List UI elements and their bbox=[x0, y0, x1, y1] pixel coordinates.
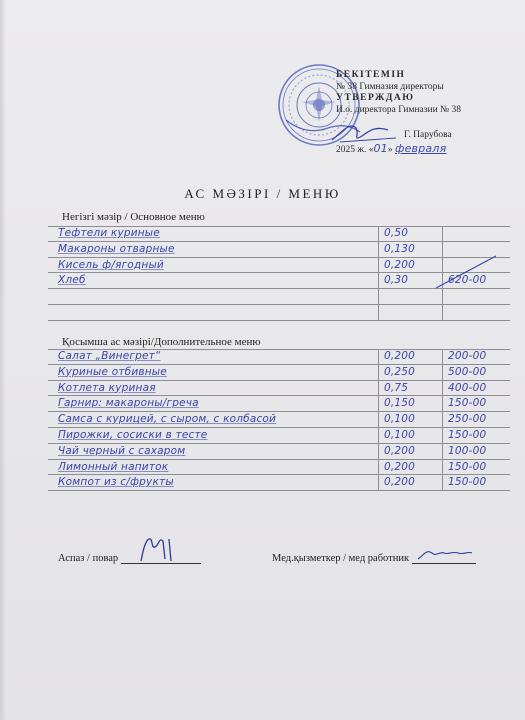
approval-signature-row bbox=[336, 130, 516, 154]
table-column-divider bbox=[378, 226, 379, 321]
approval-block bbox=[336, 70, 516, 154]
weight-cell: 0,200 bbox=[384, 444, 416, 457]
price-cell bbox=[448, 305, 510, 320]
price-cell: 200-00 bbox=[448, 350, 487, 362]
dish-cell bbox=[58, 305, 378, 320]
price-cell: 100-00 bbox=[448, 444, 487, 457]
approval-line-director-ru: И.о. директора Гимназии № 38 bbox=[336, 104, 461, 115]
main-menu-row bbox=[48, 305, 510, 321]
cook-signature-line bbox=[121, 549, 201, 564]
weight-cell: 0,200 bbox=[384, 258, 416, 271]
weight-cell: 0,30 bbox=[384, 274, 409, 287]
price-cell: 250-00 bbox=[448, 413, 487, 426]
price-cross-out-stroke bbox=[432, 254, 504, 290]
date-day: 01 bbox=[373, 142, 388, 155]
price-cell bbox=[448, 226, 510, 241]
weight-cell: 0,100 bbox=[384, 413, 416, 426]
medic-label: Мед.қызметкер / мед работник bbox=[272, 553, 410, 564]
dish-cell: Котлета куриная bbox=[58, 381, 156, 394]
weight-cell bbox=[384, 289, 444, 304]
dish-cell: Салат „Винегрет“ bbox=[58, 350, 161, 362]
extra-menu-label: Қосымша ас мәзірі/Дополнительное меню bbox=[62, 336, 261, 348]
price-cell: 400-00 bbox=[448, 381, 487, 394]
cook-label: Аспаз / повар bbox=[58, 553, 119, 564]
table-column-divider bbox=[442, 349, 443, 491]
dish-cell: Самса с курицей, с сыром, с колбасой bbox=[58, 413, 277, 426]
price-cell: 150-00 bbox=[448, 476, 487, 489]
price-cell bbox=[448, 289, 510, 304]
dish-cell: Кисель ф/ягодный bbox=[58, 258, 164, 271]
approval-line-kz: БЕКІТЕМІН bbox=[336, 70, 406, 80]
dish-cell: Гарнир: макароны/греча bbox=[58, 397, 199, 410]
dish-cell: Лимонный напиток bbox=[58, 460, 169, 473]
medic-signature-block bbox=[272, 549, 476, 564]
dish-cell: Макароны отварные bbox=[58, 242, 175, 255]
page-title: АС МӘЗІРІ / МЕНЮ bbox=[184, 186, 341, 201]
price-cell: 150-00 bbox=[448, 460, 487, 473]
dish-cell bbox=[58, 289, 378, 304]
extra-menu-row bbox=[48, 349, 510, 365]
main-menu-row bbox=[48, 226, 510, 242]
medic-signature-line bbox=[412, 549, 476, 564]
weight-cell: 0,200 bbox=[384, 460, 416, 473]
cook-signature-block bbox=[58, 549, 201, 564]
extra-menu-row bbox=[48, 396, 510, 412]
table-top-border bbox=[48, 226, 510, 227]
extra-menu-row bbox=[48, 428, 510, 444]
extra-menu-row bbox=[48, 444, 510, 460]
main-menu-label: Негізгі мәзір / Основное меню bbox=[62, 211, 205, 223]
extra-menu-row bbox=[48, 475, 510, 491]
approval-date bbox=[336, 142, 446, 157]
table-top-border bbox=[48, 349, 510, 350]
price-cell: 620-00 bbox=[448, 274, 487, 287]
extra-menu-row bbox=[48, 381, 510, 397]
weight-cell: 0,75 bbox=[384, 381, 409, 394]
cook-signature bbox=[135, 533, 185, 565]
weight-cell: 0,200 bbox=[384, 476, 416, 489]
price-cell: 500-00 bbox=[448, 365, 487, 378]
weight-cell: 0,150 bbox=[384, 397, 416, 410]
dish-cell: Хлеб bbox=[58, 274, 86, 287]
weight-cell: 0,130 bbox=[384, 242, 416, 255]
weight-cell: 0,100 bbox=[384, 428, 416, 441]
weight-cell: 0,200 bbox=[384, 350, 416, 362]
price-cell: 150-00 bbox=[448, 428, 487, 441]
approval-line-director-kz: № 38 Гимназия директоры bbox=[336, 81, 444, 92]
extra-menu-row bbox=[48, 412, 510, 428]
extra-menu-row bbox=[48, 460, 510, 476]
medic-signature bbox=[416, 543, 474, 563]
dish-cell: Чай черный с сахаром bbox=[58, 444, 186, 457]
date-sep: » bbox=[387, 145, 393, 155]
approval-line-ru: УТВЕРЖДАЮ bbox=[336, 93, 415, 103]
dish-cell: Куриные отбивные bbox=[58, 365, 167, 378]
director-name: Г. Парубова bbox=[404, 130, 452, 140]
dish-cell: Компот из с/фрукты bbox=[58, 476, 174, 489]
weight-cell: 0,250 bbox=[384, 365, 416, 378]
date-month: февраля bbox=[394, 142, 447, 155]
dish-cell: Пирожки, сосиски в тесте bbox=[58, 428, 208, 441]
price-cell: 150-00 bbox=[448, 397, 487, 410]
weight-cell bbox=[384, 305, 444, 320]
weight-cell: 0,50 bbox=[384, 227, 409, 239]
table-column-divider bbox=[378, 349, 379, 491]
main-menu-row bbox=[48, 289, 510, 305]
date-prefix: 2025 ж. « bbox=[336, 145, 374, 155]
extra-menu-row bbox=[48, 365, 510, 381]
dish-cell: Тефтели куриные bbox=[58, 227, 160, 239]
extra-menu-table bbox=[48, 349, 510, 491]
